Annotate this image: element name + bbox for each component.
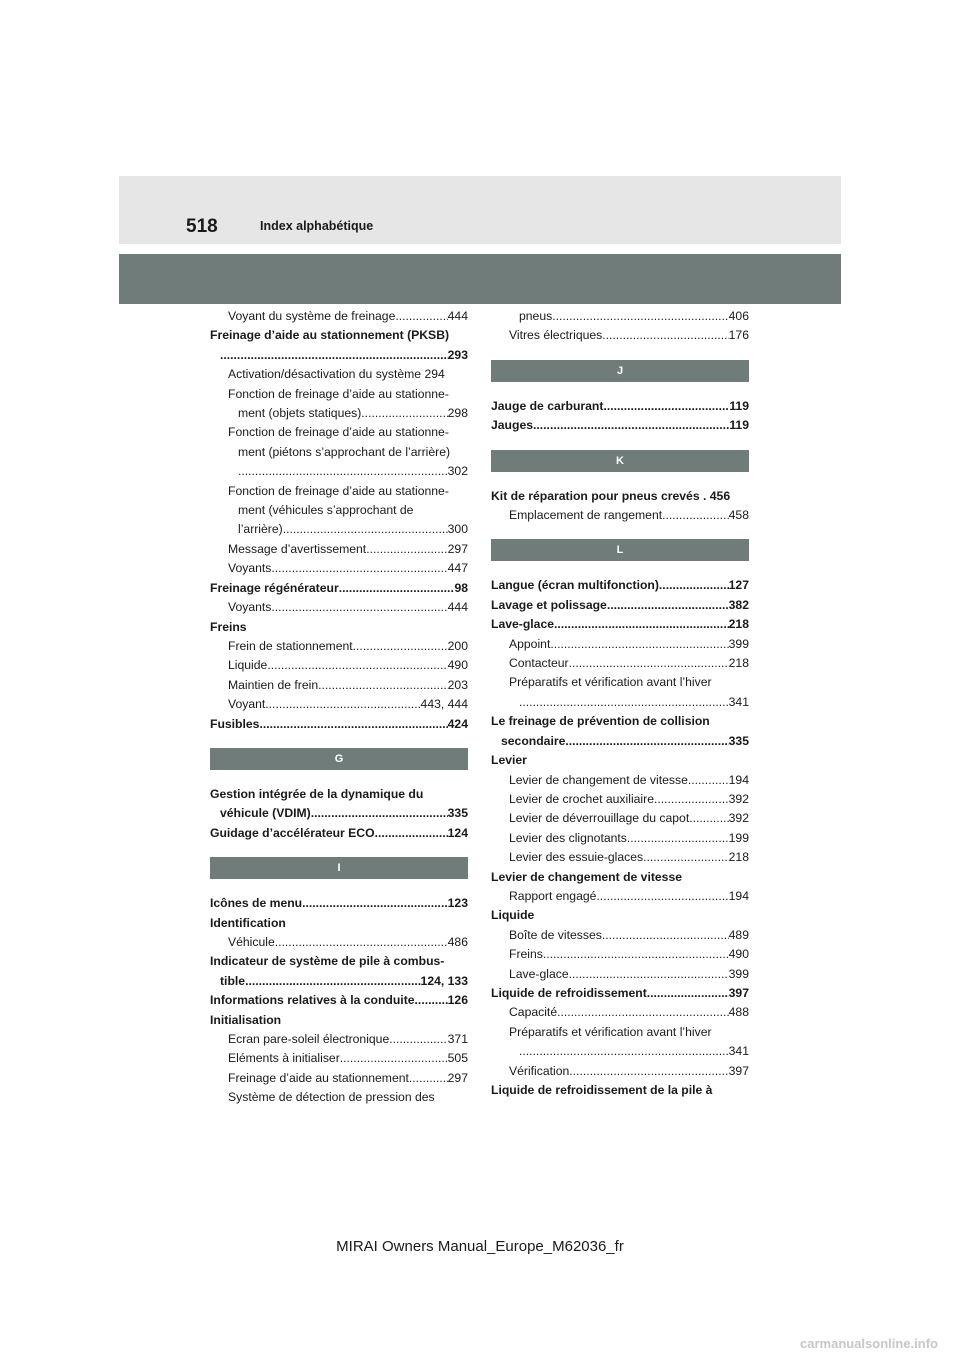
- page-reference: 119: [729, 398, 749, 413]
- page-reference: 297: [447, 541, 468, 556]
- dot-leader: [409, 1069, 448, 1088]
- page-reference: 392: [728, 791, 749, 806]
- dot-leader: [554, 615, 729, 634]
- index-entry: [210, 952, 468, 991]
- index-entry: [491, 397, 749, 416]
- entry-text: Fonction de freinage d’aide au stationne-: [228, 483, 449, 498]
- entry-text: Langue (écran multifonction): [491, 578, 659, 593]
- page-reference: 335: [728, 733, 749, 748]
- letter-heading-l: L: [491, 539, 749, 561]
- index-subentry: [210, 540, 468, 559]
- dot-leader: [569, 965, 729, 984]
- index-subentry: [210, 1030, 468, 1049]
- page-reference: 490: [728, 947, 749, 962]
- page-reference: 443, 444: [420, 697, 468, 712]
- index-entry: [210, 914, 468, 933]
- letter-heading-g: G: [210, 748, 468, 770]
- dot-leader: [647, 984, 729, 1003]
- page-reference: 486: [447, 934, 468, 949]
- entry-text: Liquide de refroidissement de la pile à: [491, 1083, 713, 1097]
- page-reference: 505: [447, 1051, 468, 1066]
- header-bar: [119, 176, 841, 244]
- entry-text: Lave-glace: [491, 617, 555, 632]
- index-entry: [491, 751, 749, 770]
- page-reference: 127: [728, 578, 749, 593]
- index-subentry: [210, 1069, 468, 1088]
- page-reference: 335: [447, 806, 468, 821]
- index-entry: [210, 991, 468, 1010]
- index-subentry: [210, 482, 468, 540]
- index-subentry: [491, 673, 749, 712]
- entry-text: Maintien de frein: [228, 677, 319, 692]
- dot-leader: [689, 809, 728, 828]
- entry-text: Liquide: [228, 658, 268, 673]
- entry-text: Jauge de carburant: [491, 398, 604, 413]
- page-reference: 119: [729, 418, 749, 433]
- page-reference: 447: [447, 561, 468, 576]
- index-subentry: [491, 1003, 749, 1022]
- index-entry: [210, 785, 468, 824]
- entry-text: tible: [220, 973, 246, 988]
- dot-leader: [353, 637, 448, 656]
- page-reference: 397: [728, 985, 749, 1000]
- page-reference: 444: [447, 309, 468, 323]
- dot-leader: [340, 1049, 448, 1068]
- dot-leader: [569, 654, 729, 673]
- page-reference: 98: [454, 580, 468, 595]
- dot-leader: [415, 991, 448, 1010]
- entry-text: Indicateur de système de pile à combus-: [210, 954, 445, 969]
- page-reference: 399: [728, 966, 749, 981]
- entry-text: Préparatifs et vérification avant l’hiver: [509, 675, 712, 690]
- page-reference: 297: [447, 1070, 468, 1085]
- header-band: [119, 254, 841, 304]
- entry-text: Levier des essuie-glaces: [509, 850, 644, 865]
- index-subentry: [491, 926, 749, 945]
- dot-leader: [395, 307, 447, 326]
- entry-text: Lavage et polissage: [491, 597, 607, 612]
- entry-text: Ecran pare-soleil électronique: [228, 1032, 390, 1046]
- entry-text: Préparatifs et vérification avant l’hiver: [509, 1024, 712, 1039]
- entry-text: Système de détection de pression des: [228, 1090, 435, 1105]
- entry-text: Boîte de vitesses: [509, 927, 602, 942]
- entry-text: Voyants: [228, 600, 272, 615]
- index-entry: [210, 1011, 468, 1030]
- index-subentry: [210, 423, 468, 481]
- entry-text: Message d’avertissement: [228, 541, 367, 556]
- page-reference: 341: [728, 694, 749, 709]
- dot-leader: [565, 732, 728, 751]
- page-reference: 218: [728, 656, 749, 671]
- letter-heading-k: K: [491, 450, 749, 472]
- index-entry: [210, 824, 468, 843]
- dot-leader: [283, 520, 448, 539]
- index-entry: [491, 984, 749, 1003]
- dot-leader: [275, 933, 448, 952]
- entry-text: l’arrière): [238, 522, 283, 537]
- page-reference: 124, 133: [420, 973, 468, 988]
- index-entry: [210, 326, 468, 365]
- index-subentry: [491, 809, 749, 828]
- dot-leader: [569, 1062, 728, 1081]
- index-subentry: [210, 365, 468, 384]
- entry-text: Levier des clignotants: [509, 830, 627, 845]
- page-reference: 490: [447, 658, 468, 673]
- entry-text: Kit de réparation pour pneus crevés: [491, 488, 700, 503]
- index-subentry: [210, 307, 468, 326]
- entry-text: Activation/désactivation du système: [228, 367, 422, 382]
- dot-leader: [552, 307, 728, 326]
- entry-text: secondaire: [501, 733, 566, 748]
- entry-text: Appoint: [509, 636, 551, 651]
- page-reference: 218: [728, 617, 749, 632]
- entry-text: Levier: [491, 753, 527, 768]
- section-title: Index alphabétique: [260, 219, 374, 233]
- page-number: 518: [186, 216, 218, 237]
- index-entry: [210, 579, 468, 598]
- dot-leader: [557, 1003, 729, 1022]
- entry-text: Identification: [210, 915, 286, 930]
- page-reference: 203: [447, 677, 468, 692]
- index-subentry: [491, 654, 749, 673]
- index-column-right: [491, 307, 749, 1100]
- entry-text: ment (véhicules s’approchant de: [238, 503, 414, 518]
- entry-text: Freinage d’aide au stationnement: [228, 1070, 409, 1085]
- dot-leader: [533, 416, 729, 435]
- dot-leader: [220, 346, 448, 365]
- letter-heading-j: J: [491, 360, 749, 382]
- dot-leader: [318, 676, 448, 695]
- dot-leader: [366, 540, 447, 559]
- index-subentry: [210, 676, 468, 695]
- page-reference: 488: [728, 1005, 749, 1020]
- dot-leader: [596, 887, 728, 906]
- dot-leader: [643, 848, 729, 867]
- page-reference: 371: [447, 1032, 468, 1046]
- index-entry: [491, 906, 749, 925]
- dot-leader: [389, 1030, 447, 1049]
- entry-text: Frein de stationnement: [228, 638, 353, 653]
- index-subentry: [491, 965, 749, 984]
- index-subentry: [491, 1062, 749, 1081]
- entry-text: Levier de crochet auxiliaire: [509, 791, 654, 806]
- dot-leader: [627, 829, 729, 848]
- entry-text: Freinage d’aide au stationnement (PKSB): [210, 328, 450, 343]
- page-reference: 444: [447, 600, 468, 615]
- dot-leader: [519, 693, 729, 712]
- index-entry: [491, 615, 749, 634]
- entry-text: Freinage régénérateur: [210, 580, 339, 595]
- page-reference: 300: [447, 522, 468, 537]
- page-reference: 123: [447, 896, 468, 911]
- entry-text: Levier de changement de vitesse: [509, 772, 688, 787]
- entry-text: Fusibles: [210, 716, 260, 731]
- dot-leader: [662, 506, 729, 525]
- dot-leader: [271, 598, 447, 617]
- page-reference: 399: [728, 636, 749, 651]
- page-reference: 392: [728, 811, 749, 826]
- entry-text: Guidage d’accélérateur ECO: [210, 825, 375, 840]
- entry-text: Eléments à initialiser: [228, 1051, 340, 1066]
- index-entry: [491, 416, 749, 435]
- dot-leader: [302, 894, 448, 913]
- page-reference: 406: [728, 309, 749, 323]
- dot-leader: [688, 771, 729, 790]
- page-reference: 126: [447, 993, 468, 1008]
- entry-text: Gestion intégrée de la dynamique du: [210, 786, 424, 801]
- page-reference: 199: [728, 830, 749, 845]
- entry-text: Levier de changement de vitesse: [491, 869, 683, 884]
- page-reference: 456: [709, 488, 731, 503]
- page-reference: 397: [728, 1063, 749, 1078]
- index-subentry: [491, 506, 749, 525]
- entry-text: Lave-glace: [509, 966, 569, 981]
- entry-text: Liquide de refroidissement: [491, 985, 647, 1000]
- dot-leader: [265, 695, 420, 714]
- entry-text: Liquide: [491, 908, 535, 923]
- dot-leader: [602, 926, 729, 945]
- index-subentry: [491, 307, 749, 326]
- entry-text: Jauges: [491, 418, 534, 433]
- dot-leader: [245, 972, 420, 991]
- entry-text: Freins: [509, 947, 543, 962]
- index-subentry: [491, 829, 749, 848]
- entry-text: véhicule (VDIM): [220, 806, 311, 821]
- dot-leader: [259, 715, 447, 734]
- page-reference: 458: [728, 508, 749, 523]
- index-subentry: [491, 635, 749, 654]
- entry-text: Emplacement de rangement: [509, 508, 663, 523]
- page-reference: 489: [728, 927, 749, 942]
- index-subentry: [210, 559, 468, 578]
- index-subentry: [210, 385, 468, 424]
- dot-leader: [550, 635, 728, 654]
- page-reference: 294: [424, 367, 445, 382]
- page-reference: 424: [447, 716, 468, 731]
- index-subentry: [491, 945, 749, 964]
- index-entry: [491, 1081, 749, 1100]
- entry-text: Vérification: [509, 1063, 570, 1078]
- page-reference: 293: [447, 347, 468, 362]
- entry-text: ment (objets statiques): [238, 406, 362, 421]
- entry-text: Icônes de menu: [210, 896, 303, 911]
- dot-leader: [519, 1042, 729, 1061]
- index-subentry: [491, 790, 749, 809]
- page-reference: 194: [728, 888, 749, 903]
- index-entry: [210, 894, 468, 913]
- page-reference: 298: [447, 406, 468, 421]
- dot-leader: [607, 596, 729, 615]
- dot-leader: [271, 559, 447, 578]
- entry-text: Vitres électriques: [509, 328, 603, 343]
- index-subentry: [210, 1088, 468, 1107]
- dot-leader: [603, 397, 729, 416]
- page-reference: 218: [728, 850, 749, 865]
- index-entry: [491, 712, 749, 751]
- entry-text: pneus: [519, 309, 553, 323]
- entry-text: Freins: [210, 619, 247, 634]
- entry-text: ment (piétons s’approchant de l’arrière): [238, 444, 451, 459]
- entry-text: Initialisation: [210, 1012, 282, 1027]
- index-subentry: [210, 1049, 468, 1068]
- dot-leader: [659, 576, 729, 595]
- entry-text: Contacteur: [509, 656, 569, 671]
- entry-text: Voyants: [228, 561, 272, 576]
- dot-leader: [339, 579, 455, 598]
- index-subentry: [491, 771, 749, 790]
- index-entry: [491, 576, 749, 595]
- entry-text: Capacité: [509, 1005, 558, 1020]
- dot-leader: [361, 404, 447, 423]
- index-subentry: [210, 656, 468, 675]
- index-entry: [491, 868, 749, 887]
- page-reference: 341: [728, 1044, 749, 1059]
- footer-manual-name: MIRAI Owners Manual_Europe_M62036_fr: [336, 1238, 624, 1255]
- index-subentry: [210, 637, 468, 656]
- page-reference: 124: [447, 825, 468, 840]
- entry-text: Levier de déverrouillage du capot: [509, 811, 690, 826]
- index-subentry: [210, 598, 468, 617]
- index-entry: Kit de réparation pour pneus crevés . 456: [491, 487, 749, 506]
- index-subentry: [491, 1023, 749, 1062]
- dot-leader: [543, 945, 729, 964]
- entry-text: Voyant du système de freinage: [228, 309, 396, 323]
- entry-text: Voyant: [228, 697, 266, 712]
- entry-text: Informations relatives à la conduite: [210, 993, 415, 1008]
- entry-text: Rapport engagé: [509, 888, 597, 903]
- dot-leader: [375, 824, 448, 843]
- entry-text: Fonction de freinage d’aide au stationne-: [228, 425, 449, 440]
- page-reference: 200: [447, 638, 468, 653]
- page-reference: 194: [728, 772, 749, 787]
- dot-leader: [602, 326, 728, 345]
- entry-text: Véhicule: [228, 934, 275, 949]
- index-entry: [491, 596, 749, 615]
- page-reference: 382: [728, 597, 749, 612]
- letter-heading-i: I: [210, 857, 468, 879]
- index-entry: [210, 715, 468, 734]
- index-subentry: [210, 933, 468, 952]
- page-reference: 302: [447, 464, 468, 479]
- dot-leader: [654, 790, 729, 809]
- index-entry: [210, 618, 468, 637]
- index-subentry: [491, 326, 749, 345]
- dot-leader: [238, 462, 448, 481]
- index-column-left: [210, 307, 468, 1108]
- watermark: carmanualsonline.info: [800, 1336, 938, 1351]
- entry-text: Le freinage de prévention de collision: [491, 714, 710, 729]
- index-subentry: [210, 695, 468, 714]
- dot-leader: [267, 656, 447, 675]
- entry-text: Fonction de freinage d’aide au stationne-: [228, 386, 449, 401]
- dot-leader: [311, 804, 448, 823]
- index-subentry: [491, 887, 749, 906]
- page-reference: 176: [728, 328, 749, 343]
- index-subentry: [491, 848, 749, 867]
